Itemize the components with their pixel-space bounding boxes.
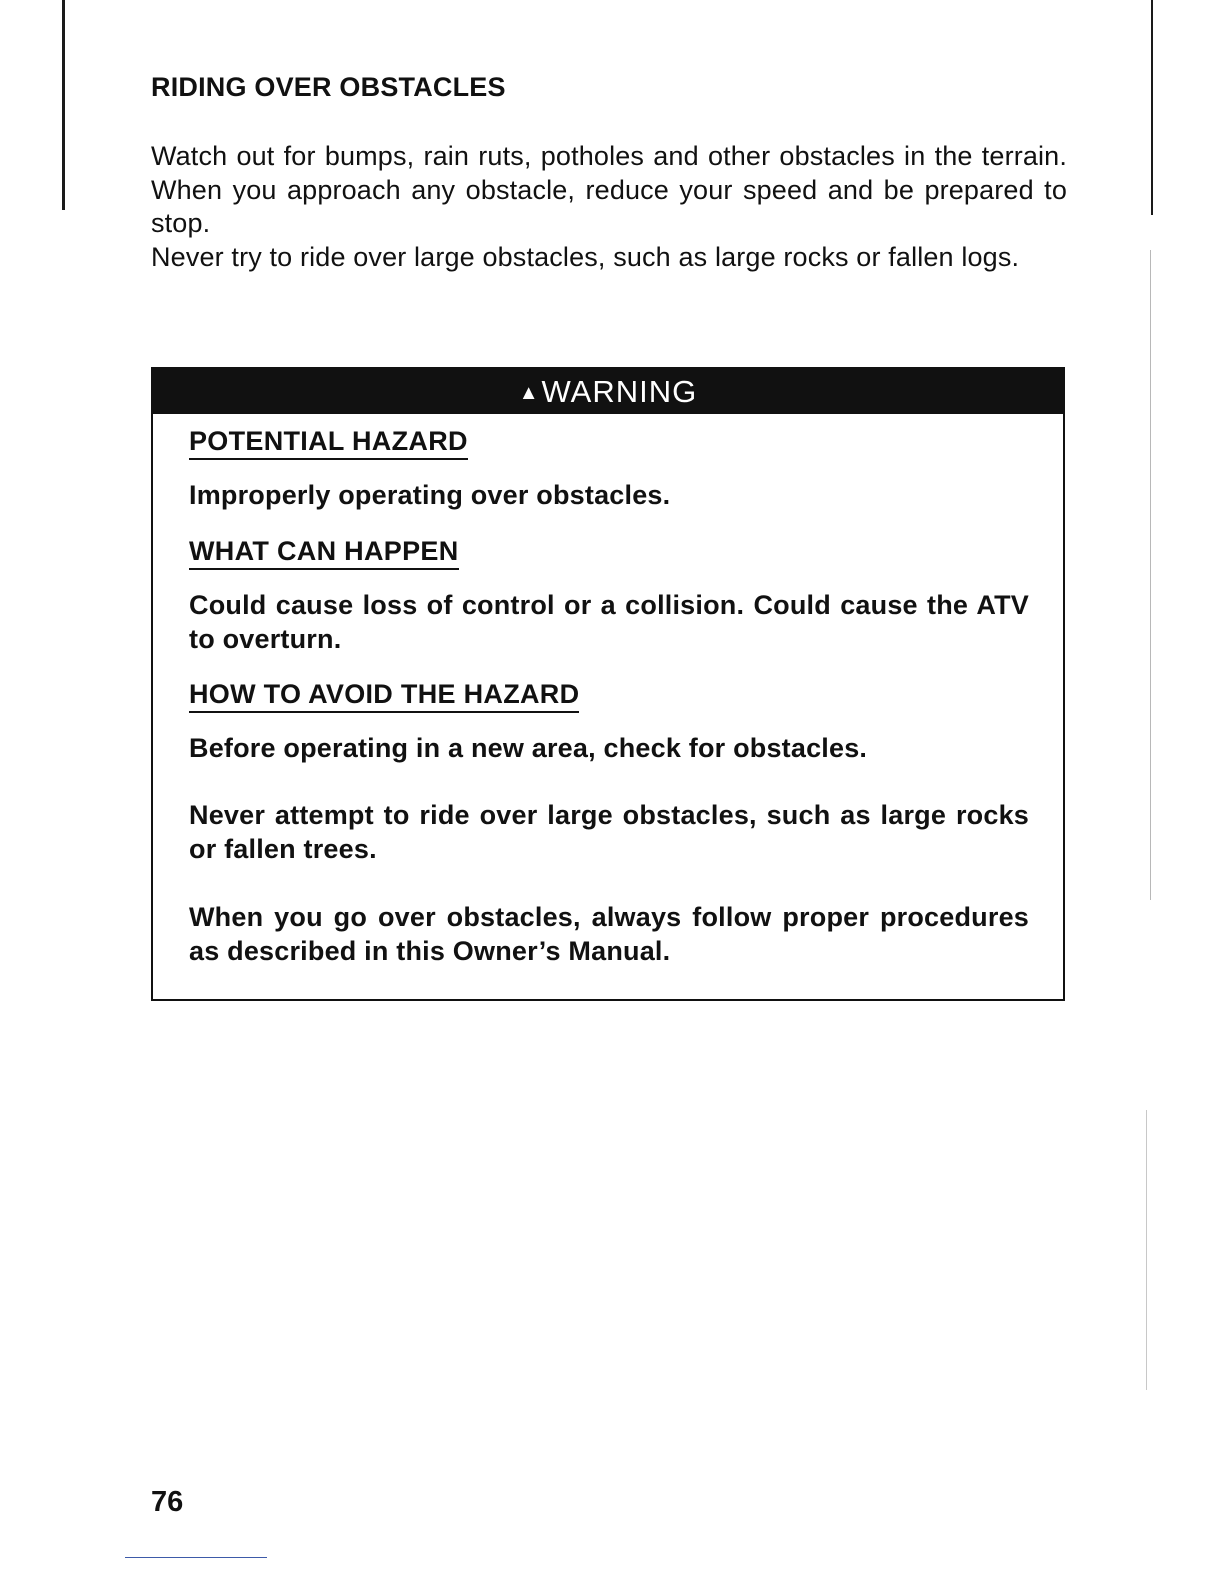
warning-triangle-icon: ▲	[518, 382, 540, 404]
scan-edge-mark-right-faint	[1150, 250, 1151, 900]
intro-paragraph: Never try to ride over large obstacles, such as large rocks or fallen logs.	[151, 241, 1020, 272]
potential-hazard-text: Improperly operating over obstacles.	[189, 480, 671, 510]
intro-paragraph: Watch out for bumps, rain ruts, potholes and other obstacles in the terrain. When you approach any obstacle, reduce your speed and be prepared to stop.	[151, 141, 1067, 238]
warning-header	[153, 369, 1063, 414]
potential-hazard-heading: POTENTIAL HAZARD	[189, 426, 468, 460]
warning-body	[153, 426, 1063, 968]
how-to-avoid-item: Never attempt to ride over large obstacles, such as large rocks or fallen trees.	[189, 800, 1029, 864]
scan-edge-mark-right	[1151, 0, 1153, 215]
footer-rule	[125, 1557, 267, 1558]
what-can-happen-heading: WHAT CAN HAPPEN	[189, 536, 459, 570]
how-to-avoid-item: Before operating in a new area, check for obstacles.	[189, 733, 868, 763]
page-number: 76	[151, 1486, 184, 1518]
what-can-happen-text: Could cause loss of control or a collision. Could cause the ATV to overturn.	[189, 590, 1029, 654]
intro-text	[151, 140, 1067, 274]
scan-edge-mark-right-faint-lower	[1146, 1110, 1147, 1390]
warning-label: WARNING	[541, 373, 698, 409]
scan-edge-mark-left	[62, 0, 65, 210]
section-title: RIDING OVER OBSTACLES	[151, 72, 506, 102]
how-to-avoid-item: When you go over obstacles, always follow proper procedures as described in this Owner’s Manual.	[189, 902, 1029, 966]
warning-box	[151, 367, 1065, 1001]
how-to-avoid-heading: HOW TO AVOID THE HAZARD	[189, 679, 579, 713]
